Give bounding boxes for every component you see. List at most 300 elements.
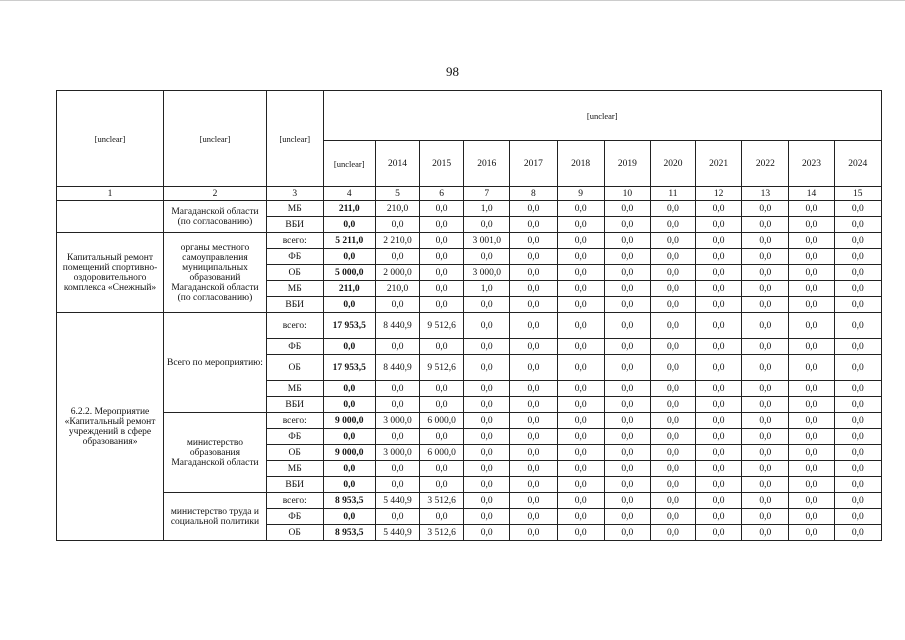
year-value-cell: 0,0 — [834, 201, 881, 217]
year-value-cell: 0,0 — [557, 339, 604, 355]
column-number-row — [57, 187, 882, 201]
year-value-cell: 0,0 — [604, 355, 650, 381]
year-value-cell: 0,0 — [420, 281, 464, 297]
funding-source-cell: МБ — [266, 461, 323, 477]
year-value-cell: 0,0 — [420, 509, 464, 525]
year-value-cell: 0,0 — [834, 413, 881, 429]
year-value-cell: 0,0 — [557, 461, 604, 477]
year-value-cell: 0,0 — [696, 413, 742, 429]
year-value-cell: 0,0 — [834, 493, 881, 509]
total-value-cell: 9 000,0 — [323, 413, 375, 429]
year-value-cell: 0,0 — [557, 413, 604, 429]
funding-source-cell: всего: — [266, 313, 323, 339]
year-value-cell: 9 512,6 — [420, 313, 464, 339]
year-value-cell: 9 512,6 — [420, 355, 464, 381]
year-value-cell: 0,0 — [510, 281, 557, 297]
year-value-cell: 0,0 — [834, 297, 881, 313]
year-value-cell: 0,0 — [650, 249, 695, 265]
activity-name-cell: 6.2.2. Мероприятие «Капитальный ремонт учреждений в сфере образования» — [57, 313, 164, 541]
year-value-cell: 0,0 — [650, 477, 695, 493]
year-value-cell: 6 000,0 — [420, 445, 464, 461]
year-value-cell: 0,0 — [604, 313, 650, 339]
year-value-cell: 0,0 — [420, 429, 464, 445]
funding-source-cell: ВБИ — [266, 397, 323, 413]
funding-source-cell: всего: — [266, 493, 323, 509]
year-value-cell: 0,0 — [834, 281, 881, 297]
year-value-cell: 0,0 — [604, 249, 650, 265]
budget-table — [56, 90, 882, 541]
year-value-cell: 0,0 — [557, 381, 604, 397]
year-value-cell: 0,0 — [510, 477, 557, 493]
year-value-cell: 0,0 — [789, 339, 834, 355]
year-value-cell: 0,0 — [376, 429, 420, 445]
year-value-cell: 0,0 — [789, 525, 834, 541]
year-value-cell: 0,0 — [742, 381, 789, 397]
column-number-cell: 4 — [323, 187, 375, 201]
year-value-cell: 0,0 — [696, 339, 742, 355]
year-value-cell: 0,0 — [742, 493, 789, 509]
header-year-cell: 2021 — [696, 141, 742, 187]
year-value-cell: 0,0 — [510, 313, 557, 339]
year-value-cell: 0,0 — [604, 525, 650, 541]
year-value-cell: 0,0 — [604, 281, 650, 297]
responsible-cell: Всего по мероприятию: — [164, 313, 267, 413]
column-number-cell: 3 — [266, 187, 323, 201]
year-value-cell: 0,0 — [464, 297, 510, 313]
year-value-cell: 0,0 — [464, 249, 510, 265]
year-value-cell: 0,0 — [464, 477, 510, 493]
year-value-cell: 0,0 — [510, 509, 557, 525]
year-value-cell: 0,0 — [557, 429, 604, 445]
year-value-cell: 0,0 — [650, 493, 695, 509]
year-value-cell: 0,0 — [376, 297, 420, 313]
year-value-cell: 0,0 — [650, 201, 695, 217]
year-value-cell: 0,0 — [834, 445, 881, 461]
year-value-cell: 0,0 — [789, 281, 834, 297]
year-value-cell: 210,0 — [376, 201, 420, 217]
year-value-cell: 0,0 — [376, 217, 420, 233]
year-value-cell: 0,0 — [604, 397, 650, 413]
year-value-cell: 0,0 — [742, 233, 789, 249]
year-value-cell: 0,0 — [650, 525, 695, 541]
funding-source-cell: ОБ — [266, 265, 323, 281]
year-value-cell: 0,0 — [834, 313, 881, 339]
year-value-cell: 0,0 — [420, 339, 464, 355]
year-value-cell: 0,0 — [510, 525, 557, 541]
column-number-cell: 13 — [742, 187, 789, 201]
table-row — [57, 413, 882, 429]
funding-source-cell: ОБ — [266, 525, 323, 541]
column-number-cell: 11 — [650, 187, 695, 201]
year-value-cell: 0,0 — [420, 297, 464, 313]
year-value-cell: 0,0 — [557, 525, 604, 541]
year-value-cell: 0,0 — [650, 233, 695, 249]
year-value-cell: 0,0 — [376, 461, 420, 477]
page-top-edge — [0, 0, 905, 1]
funding-source-cell: ФБ — [266, 249, 323, 265]
year-value-cell: 3 000,0 — [376, 413, 420, 429]
year-value-cell: 0,0 — [464, 429, 510, 445]
year-value-cell: 0,0 — [834, 525, 881, 541]
year-value-cell: 0,0 — [834, 355, 881, 381]
total-value-cell: 17 953,5 — [323, 313, 375, 339]
year-value-cell: 0,0 — [376, 509, 420, 525]
year-value-cell: 0,0 — [696, 233, 742, 249]
funding-source-cell: ВБИ — [266, 477, 323, 493]
year-value-cell: 0,0 — [834, 509, 881, 525]
year-value-cell: 0,0 — [557, 297, 604, 313]
column-number-cell: 15 — [834, 187, 881, 201]
year-value-cell: 0,0 — [834, 233, 881, 249]
funding-source-cell: ФБ — [266, 509, 323, 525]
year-value-cell: 0,0 — [464, 461, 510, 477]
year-value-cell: 0,0 — [376, 477, 420, 493]
year-value-cell: 0,0 — [557, 281, 604, 297]
header-year-cell: 2022 — [742, 141, 789, 187]
table-row — [57, 201, 882, 217]
total-value-cell: 5 000,0 — [323, 265, 375, 281]
page-number: 98 — [446, 64, 459, 79]
year-value-cell: 0,0 — [510, 381, 557, 397]
year-value-cell: 0,0 — [557, 493, 604, 509]
total-value-cell: 0,0 — [323, 477, 375, 493]
year-value-cell: 0,0 — [650, 381, 695, 397]
header-year-cell: 2018 — [557, 141, 604, 187]
year-value-cell: 0,0 — [696, 445, 742, 461]
table-row — [57, 493, 882, 509]
year-value-cell: 1,0 — [464, 201, 510, 217]
year-value-cell: 0,0 — [742, 429, 789, 445]
year-value-cell: 0,0 — [650, 355, 695, 381]
year-value-cell: 0,0 — [650, 281, 695, 297]
year-value-cell: 0,0 — [557, 233, 604, 249]
year-value-cell: 0,0 — [696, 265, 742, 281]
header-year-cell: 2015 — [420, 141, 464, 187]
year-value-cell: 0,0 — [510, 217, 557, 233]
year-value-cell: 0,0 — [557, 355, 604, 381]
year-value-cell: 0,0 — [742, 217, 789, 233]
year-value-cell: 0,0 — [464, 313, 510, 339]
total-value-cell: 0,0 — [323, 339, 375, 355]
year-value-cell: 0,0 — [557, 477, 604, 493]
year-value-cell: 0,0 — [742, 265, 789, 281]
year-value-cell: 0,0 — [696, 509, 742, 525]
year-value-cell: 0,0 — [834, 217, 881, 233]
year-value-cell: 0,0 — [650, 297, 695, 313]
total-value-cell: 8 953,5 — [323, 525, 375, 541]
funding-source-cell: МБ — [266, 381, 323, 397]
year-value-cell: 0,0 — [742, 297, 789, 313]
year-value-cell: 0,0 — [696, 429, 742, 445]
year-value-cell: 0,0 — [464, 339, 510, 355]
year-value-cell: 0,0 — [696, 461, 742, 477]
year-value-cell: 0,0 — [742, 355, 789, 381]
year-value-cell: 0,0 — [604, 509, 650, 525]
year-value-cell: 0,0 — [650, 413, 695, 429]
year-value-cell: 0,0 — [696, 477, 742, 493]
table-row — [57, 313, 882, 339]
year-value-cell: 0,0 — [464, 413, 510, 429]
year-value-cell: 0,0 — [650, 461, 695, 477]
column-number-cell: 10 — [604, 187, 650, 201]
total-value-cell: 17 953,5 — [323, 355, 375, 381]
responsible-cell: министерство образования Магаданской области — [164, 413, 267, 493]
year-value-cell: 0,0 — [464, 381, 510, 397]
year-value-cell: 0,0 — [510, 339, 557, 355]
year-value-cell: 0,0 — [834, 429, 881, 445]
year-value-cell: 0,0 — [510, 461, 557, 477]
year-value-cell: 0,0 — [696, 281, 742, 297]
year-value-cell: 0,0 — [557, 445, 604, 461]
year-value-cell: 0,0 — [510, 413, 557, 429]
funding-source-cell: ВБИ — [266, 297, 323, 313]
year-value-cell: 2 000,0 — [376, 265, 420, 281]
total-value-cell: 211,0 — [323, 201, 375, 217]
total-value-cell: 5 211,0 — [323, 233, 375, 249]
year-value-cell: 0,0 — [604, 381, 650, 397]
header-year-cell: 2014 — [376, 141, 420, 187]
year-value-cell: 0,0 — [789, 477, 834, 493]
column-number-cell: 8 — [510, 187, 557, 201]
year-value-cell: 0,0 — [464, 493, 510, 509]
year-value-cell: 0,0 — [742, 201, 789, 217]
funding-source-cell: ФБ — [266, 429, 323, 445]
year-value-cell: 0,0 — [696, 355, 742, 381]
year-value-cell: 0,0 — [420, 381, 464, 397]
header-name-cell: [unclear] — [57, 91, 164, 187]
year-value-cell: 0,0 — [376, 397, 420, 413]
year-value-cell: 0,0 — [604, 461, 650, 477]
year-value-cell: 0,0 — [742, 477, 789, 493]
year-value-cell: 0,0 — [604, 477, 650, 493]
year-value-cell: 0,0 — [420, 397, 464, 413]
year-value-cell: 0,0 — [464, 397, 510, 413]
year-value-cell: 0,0 — [742, 525, 789, 541]
year-value-cell: 0,0 — [696, 249, 742, 265]
funding-source-cell: ФБ — [266, 339, 323, 355]
year-value-cell: 0,0 — [604, 413, 650, 429]
year-value-cell: 0,0 — [420, 265, 464, 281]
year-value-cell: 0,0 — [834, 397, 881, 413]
year-value-cell: 0,0 — [696, 397, 742, 413]
year-value-cell: 0,0 — [650, 313, 695, 339]
year-value-cell: 0,0 — [789, 381, 834, 397]
header-source-cell: [unclear] — [266, 91, 323, 187]
year-value-cell: 0,0 — [510, 445, 557, 461]
year-value-cell: 0,0 — [696, 201, 742, 217]
column-number-cell: 14 — [789, 187, 834, 201]
year-value-cell: 0,0 — [650, 265, 695, 281]
header-volume-cell: [unclear] — [323, 91, 881, 141]
year-value-cell: 0,0 — [789, 493, 834, 509]
year-value-cell: 0,0 — [742, 339, 789, 355]
year-value-cell: 0,0 — [696, 381, 742, 397]
year-value-cell: 0,0 — [510, 249, 557, 265]
year-value-cell: 0,0 — [464, 445, 510, 461]
year-value-cell: 6 000,0 — [420, 413, 464, 429]
year-value-cell: 0,0 — [510, 201, 557, 217]
year-value-cell: 0,0 — [834, 265, 881, 281]
funding-source-cell: ОБ — [266, 355, 323, 381]
year-value-cell: 0,0 — [789, 313, 834, 339]
header-year-cell: 2016 — [464, 141, 510, 187]
year-value-cell: 0,0 — [510, 355, 557, 381]
column-number-cell: 6 — [420, 187, 464, 201]
year-value-cell: 0,0 — [696, 493, 742, 509]
year-value-cell: 8 440,9 — [376, 313, 420, 339]
year-value-cell: 0,0 — [789, 429, 834, 445]
funding-source-cell: всего: — [266, 233, 323, 249]
total-value-cell: 0,0 — [323, 217, 375, 233]
year-value-cell: 0,0 — [376, 249, 420, 265]
year-value-cell: 0,0 — [420, 217, 464, 233]
year-value-cell: 3 512,6 — [420, 525, 464, 541]
total-value-cell: 9 000,0 — [323, 445, 375, 461]
year-value-cell: 0,0 — [557, 217, 604, 233]
year-value-cell: 0,0 — [834, 477, 881, 493]
year-value-cell: 0,0 — [696, 217, 742, 233]
year-value-cell: 0,0 — [834, 339, 881, 355]
header-year-cell: 2017 — [510, 141, 557, 187]
year-value-cell: 0,0 — [650, 429, 695, 445]
year-value-cell: 3 001,0 — [464, 233, 510, 249]
year-value-cell: 0,0 — [696, 313, 742, 339]
column-number-cell: 2 — [164, 187, 267, 201]
total-value-cell: 211,0 — [323, 281, 375, 297]
year-value-cell: 0,0 — [650, 509, 695, 525]
total-value-cell: 0,0 — [323, 509, 375, 525]
year-value-cell: 1,0 — [464, 281, 510, 297]
year-value-cell: 0,0 — [834, 461, 881, 477]
year-value-cell: 0,0 — [650, 445, 695, 461]
year-value-cell: 0,0 — [834, 381, 881, 397]
year-value-cell: 0,0 — [557, 265, 604, 281]
year-value-cell: 0,0 — [420, 249, 464, 265]
year-value-cell: 0,0 — [650, 217, 695, 233]
responsible-cell: Магаданской области (по согласованию) — [164, 201, 267, 233]
year-value-cell: 5 440,9 — [376, 493, 420, 509]
year-value-cell: 210,0 — [376, 281, 420, 297]
column-number-cell: 9 — [557, 187, 604, 201]
year-value-cell: 0,0 — [789, 413, 834, 429]
year-value-cell: 0,0 — [789, 509, 834, 525]
year-value-cell: 3 000,0 — [376, 445, 420, 461]
year-value-cell: 0,0 — [464, 355, 510, 381]
year-value-cell: 0,0 — [789, 217, 834, 233]
column-number-cell: 12 — [696, 187, 742, 201]
year-value-cell: 0,0 — [420, 461, 464, 477]
total-value-cell: 0,0 — [323, 249, 375, 265]
year-value-cell: 0,0 — [510, 493, 557, 509]
column-number-cell: 5 — [376, 187, 420, 201]
year-value-cell: 0,0 — [742, 445, 789, 461]
funding-source-cell: ОБ — [266, 445, 323, 461]
responsible-cell: министерство труда и социальной политики — [164, 493, 267, 541]
year-value-cell: 0,0 — [420, 233, 464, 249]
year-value-cell: 0,0 — [510, 397, 557, 413]
year-value-cell: 0,0 — [604, 445, 650, 461]
total-value-cell: 0,0 — [323, 297, 375, 313]
year-value-cell: 0,0 — [742, 461, 789, 477]
year-value-cell: 0,0 — [604, 233, 650, 249]
year-value-cell: 0,0 — [789, 397, 834, 413]
year-value-cell: 0,0 — [742, 281, 789, 297]
funding-source-cell: ВБИ — [266, 217, 323, 233]
year-value-cell: 0,0 — [789, 297, 834, 313]
year-value-cell: 0,0 — [696, 525, 742, 541]
total-value-cell: 0,0 — [323, 381, 375, 397]
activity-name-cell — [57, 201, 164, 233]
year-value-cell: 3 512,6 — [420, 493, 464, 509]
funding-source-cell: МБ — [266, 281, 323, 297]
year-value-cell: 0,0 — [604, 201, 650, 217]
year-value-cell: 0,0 — [650, 339, 695, 355]
year-value-cell: 0,0 — [557, 313, 604, 339]
header-row — [57, 91, 882, 141]
header-year-cell: 2020 — [650, 141, 695, 187]
header-year-cell: 2023 — [789, 141, 834, 187]
year-value-cell: 0,0 — [510, 233, 557, 249]
year-value-cell: 0,0 — [376, 381, 420, 397]
year-value-cell: 0,0 — [510, 429, 557, 445]
year-value-cell: 3 000,0 — [464, 265, 510, 281]
year-value-cell: 0,0 — [604, 265, 650, 281]
year-value-cell: 0,0 — [604, 339, 650, 355]
year-value-cell: 0,0 — [420, 201, 464, 217]
year-value-cell: 0,0 — [604, 217, 650, 233]
year-value-cell: 0,0 — [742, 413, 789, 429]
funding-source-cell: МБ — [266, 201, 323, 217]
total-value-cell: 0,0 — [323, 461, 375, 477]
funding-source-cell: всего: — [266, 413, 323, 429]
year-value-cell: 0,0 — [510, 297, 557, 313]
year-value-cell: 0,0 — [557, 397, 604, 413]
total-value-cell: 0,0 — [323, 397, 375, 413]
year-value-cell: 0,0 — [557, 249, 604, 265]
year-value-cell: 0,0 — [789, 201, 834, 217]
year-value-cell: 0,0 — [789, 249, 834, 265]
activity-name-cell: Капитальный ремонт помещений спортивно-оздоровительного комплекса «Снежный» — [57, 233, 164, 313]
year-value-cell: 2 210,0 — [376, 233, 420, 249]
year-value-cell: 0,0 — [650, 397, 695, 413]
year-value-cell: 0,0 — [789, 461, 834, 477]
year-value-cell: 0,0 — [789, 233, 834, 249]
year-value-cell: 0,0 — [464, 525, 510, 541]
year-value-cell: 0,0 — [376, 339, 420, 355]
year-value-cell: 0,0 — [696, 297, 742, 313]
header-total-cell: [unclear] — [323, 141, 375, 187]
column-number-cell: 7 — [464, 187, 510, 201]
year-value-cell: 0,0 — [557, 201, 604, 217]
year-value-cell: 0,0 — [789, 445, 834, 461]
header-responsible-cell: [unclear] — [164, 91, 267, 187]
year-value-cell: 0,0 — [742, 313, 789, 339]
column-number-cell: 1 — [57, 187, 164, 201]
year-value-cell: 0,0 — [557, 509, 604, 525]
header-year-cell: 2024 — [834, 141, 881, 187]
year-value-cell: 0,0 — [464, 217, 510, 233]
year-value-cell: 8 440,9 — [376, 355, 420, 381]
total-value-cell: 0,0 — [323, 429, 375, 445]
year-value-cell: 0,0 — [420, 477, 464, 493]
year-value-cell: 0,0 — [464, 509, 510, 525]
year-value-cell: 0,0 — [604, 297, 650, 313]
total-value-cell: 8 953,5 — [323, 493, 375, 509]
year-value-cell: 0,0 — [789, 265, 834, 281]
year-value-cell: 0,0 — [742, 509, 789, 525]
year-value-cell: 5 440,9 — [376, 525, 420, 541]
year-value-cell: 0,0 — [604, 429, 650, 445]
